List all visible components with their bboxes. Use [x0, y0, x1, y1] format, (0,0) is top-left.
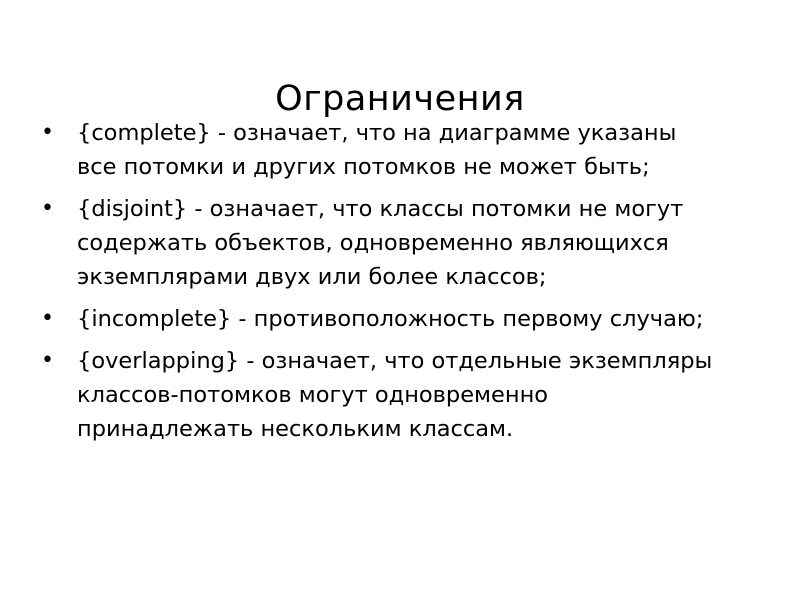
bullet-marker-icon: •: [41, 120, 54, 145]
bullet-text: {disjoint} - означает, что классы потомки не могут содержать объектов, одновременно являющихся экземплярами двух или более классов;: [77, 196, 684, 290]
bullet-marker-icon: •: [41, 306, 54, 331]
slide-title: Ограничения: [275, 79, 525, 120]
bullet-text: {incomplete} - противоположность первому случаю;: [77, 306, 704, 332]
bullet-marker-icon: •: [41, 196, 54, 221]
bullet-marker-icon: •: [41, 348, 54, 373]
bullet-item-overlapping: [41, 344, 721, 446]
bullet-text: {overlapping} - означает, что отдельные экземпляры классов-потомков могут одновременно принадлежать нескольким классам.: [77, 348, 713, 442]
bullet-item-disjoint: [41, 192, 721, 294]
bullet-list: [41, 116, 721, 454]
bullet-text: {complete} - означает, что на диаграмме указаны все потомки и других потомков не может быть;: [77, 120, 677, 180]
bullet-item-incomplete: [41, 302, 721, 336]
bullet-item-complete: [41, 116, 721, 184]
